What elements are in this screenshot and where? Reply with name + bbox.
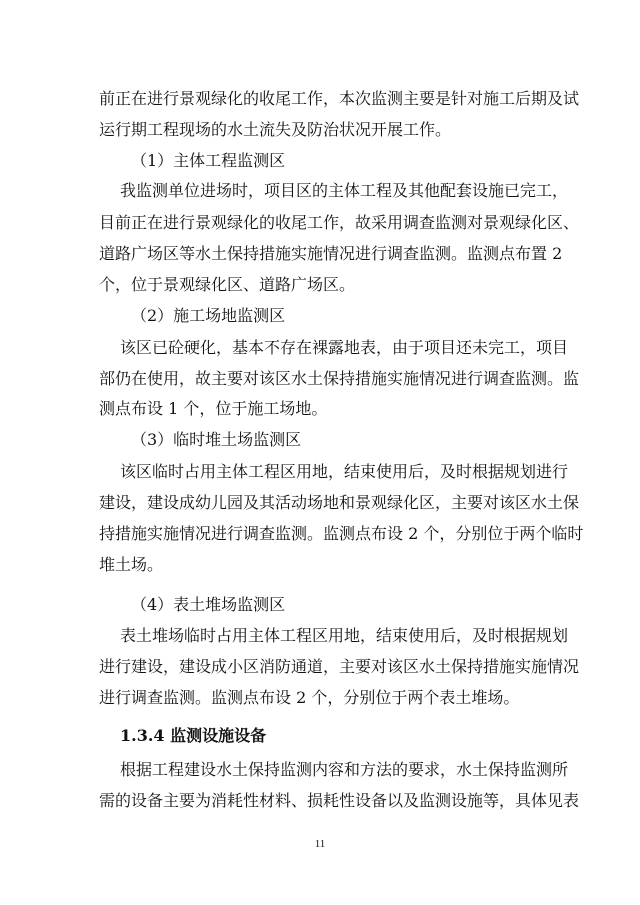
- text-line: 根据工程建设水土保持监测内容和方法的要求，水土保持监测所: [120, 760, 569, 779]
- text-line: 部仍在使用，故主要对该区水土保持措施实施情况进行调查监测。监: [99, 369, 580, 388]
- text-line: 该区已砼硬化，基本不存在裸露地表，由于项目还未完工，项目: [120, 338, 569, 357]
- section-heading-1: （1）主体工程监测区: [131, 151, 286, 170]
- text-line: 需的设备主要为消耗性材料、损耗性设备以及监测设施等，具体见表: [99, 791, 580, 810]
- section-heading-2: （2）施工场地监测区: [131, 306, 286, 325]
- section-title: 1.3.4 监测设施设备: [120, 726, 267, 745]
- text-line: 我监测单位进场时，项目区的主体工程及其他配套设施已完工，: [120, 181, 569, 200]
- text-line: 表土堆场临时占用主体工程区用地，结束使用后，及时根据规划: [120, 626, 569, 645]
- text-line: 进行调查监测。监测点布设 2 个，分别位于两个表土堆场。: [99, 688, 520, 707]
- section-heading-3: （3）临时堆土场监测区: [131, 430, 302, 449]
- section-heading-4: （4）表土堆场监测区: [131, 595, 286, 614]
- text-line: 堆土场。: [99, 555, 164, 574]
- text-line: 持措施实施情况进行调查监测。监测点布设 2 个，分别位于两个临时: [99, 524, 584, 543]
- text-line: 进行建设，建设成小区消防通道，主要对该区水土保持措施实施情况: [99, 657, 580, 676]
- text-line: 建设，建设成幼儿园及其活动场地和景观绿化区，主要对该区水土保: [99, 493, 580, 512]
- text-line: 该区临时占用主体工程区用地，结束使用后，及时根据规划进行: [120, 462, 569, 481]
- text-line: 测点布设 1 个，位于施工场地。: [99, 399, 328, 418]
- page-number: 11: [314, 838, 326, 850]
- text-line: 运行期工程现场的水土流失及防治状况开展工作。: [99, 120, 452, 139]
- text-line: 前正在进行景观绿化的收尾工作，本次监测主要是针对施工后期及试: [99, 89, 580, 108]
- text-line: 道路广场区等水土保持措施实施情况进行调查监测。监测点布置 2: [99, 244, 563, 263]
- text-line: 目前正在进行景观绿化的收尾工作，故采用调查监测对景观绿化区、: [99, 213, 580, 232]
- text-line: 个，位于景观绿化区、道路广场区。: [99, 275, 356, 294]
